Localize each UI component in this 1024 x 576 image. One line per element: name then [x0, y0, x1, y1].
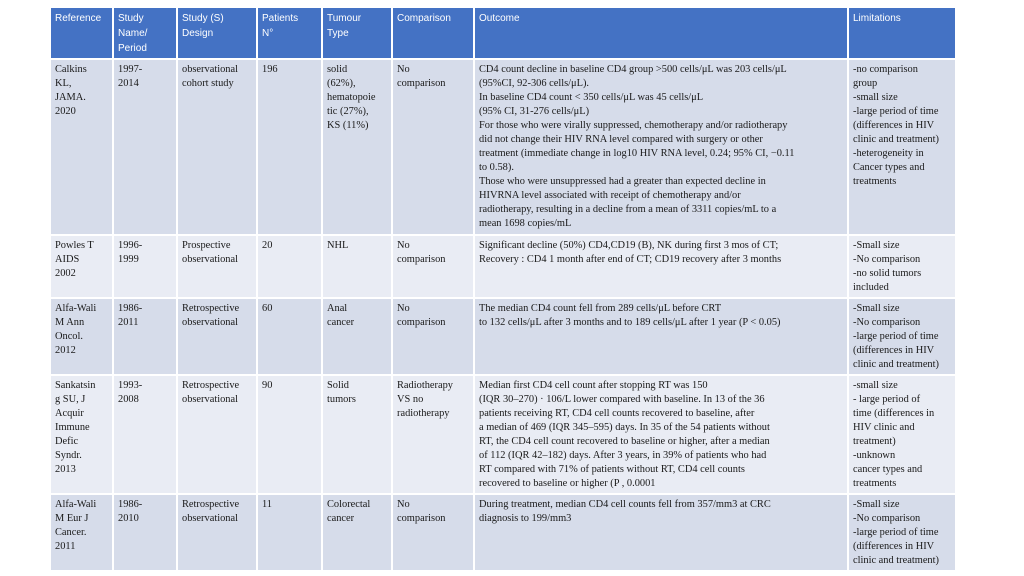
cell-reference: Alfa-Wali M Eur J Cancer. 2011	[51, 495, 112, 570]
cell-patients: 196	[258, 60, 321, 234]
header-row	[51, 8, 955, 58]
cell-patients: 60	[258, 299, 321, 374]
header-study-period: Study Name/ Period	[114, 8, 176, 58]
table-row	[51, 60, 955, 234]
cell-patients: 90	[258, 376, 321, 493]
cell-patients: 11	[258, 495, 321, 570]
studies-table	[49, 6, 957, 572]
cell-period: 1986- 2011	[114, 299, 176, 374]
cell-tumour: Solid tumors	[323, 376, 391, 493]
cell-reference: Sankatsin g SU, J Acquir Immune Defic Syndr. 2013	[51, 376, 112, 493]
cell-design: Retrospective observational	[178, 495, 256, 570]
header-study-design: Study (S) Design	[178, 8, 256, 58]
cell-period: 1997- 2014	[114, 60, 176, 234]
header-outcome: Outcome	[475, 8, 847, 58]
cell-limitations: -Small size -No comparison -large period of time (differences in HIV clinic and treatment)	[849, 299, 955, 374]
table-row	[51, 376, 955, 493]
cell-tumour: Colorectal cancer	[323, 495, 391, 570]
cell-design: observational cohort study	[178, 60, 256, 234]
cell-period: 1993- 2008	[114, 376, 176, 493]
header-comparison: Comparison	[393, 8, 473, 58]
cell-period: 1986- 2010	[114, 495, 176, 570]
cell-design: Prospective observational	[178, 236, 256, 297]
cell-reference: Powles T AIDS 2002	[51, 236, 112, 297]
cell-patients: 20	[258, 236, 321, 297]
cell-comparison: No comparison	[393, 299, 473, 374]
cell-limitations: -Small size -No comparison -large period of time (differences in HIV clinic and treatment)	[849, 495, 955, 570]
cell-outcome: The median CD4 count fell from 289 cells/μL before CRT to 132 cells/μL after 3 months and to 189 cells/μL after 1 year (P < 0.05)	[475, 299, 847, 374]
table-row	[51, 495, 955, 570]
cell-limitations: -Small size -No comparison -no solid tumors included	[849, 236, 955, 297]
cell-comparison: No comparison	[393, 236, 473, 297]
cell-outcome: During treatment, median CD4 cell counts fell from 357/mm3 at CRC diagnosis to 199/mm3	[475, 495, 847, 570]
studies-table-container	[49, 6, 943, 572]
cell-comparison: No comparison	[393, 495, 473, 570]
cell-tumour: Anal cancer	[323, 299, 391, 374]
cell-outcome: Median first CD4 cell count after stopping RT was 150 (IQR 30–270) · 106/L lower compared with baseline. In 13 of the 36 patients receiving RT, CD4 cell counts recovered to baseline, after a median of 469 (IQR 345–595) days. In 35 of the 54 patients without RT, the CD4 cell count recovered to baseline or higher, after a median of 112 (IQR 42–182) days. After 3 years, in 39% of patients who had RT compared with 71% of patients without RT, CD4 cell counts recovered to baseline or higher (P , 0.0001	[475, 376, 847, 493]
cell-tumour: NHL	[323, 236, 391, 297]
header-reference: Reference	[51, 8, 112, 58]
cell-reference: Alfa-Wali M Ann Oncol. 2012	[51, 299, 112, 374]
header-patients: Patients N°	[258, 8, 321, 58]
cell-reference: Calkins KL, JAMA. 2020	[51, 60, 112, 234]
cell-design: Retrospective observational	[178, 376, 256, 493]
cell-tumour: solid (62%), hematopoie tic (27%), KS (11%)	[323, 60, 391, 234]
cell-comparison: No comparison	[393, 60, 473, 234]
table-row	[51, 299, 955, 374]
table-row	[51, 236, 955, 297]
cell-design: Retrospective observational	[178, 299, 256, 374]
cell-period: 1996- 1999	[114, 236, 176, 297]
cell-limitations: -no comparison group -small size -large period of time (differences in HIV clinic and treatment) -heterogeneity in Cancer types and treatments	[849, 60, 955, 234]
cell-limitations: -small size - large period of time (differences in HIV clinic and treatment) -unknown cancer types and treatments	[849, 376, 955, 493]
header-tumour-type: Tumour Type	[323, 8, 391, 58]
cell-comparison: Radiotherapy VS no radiotherapy	[393, 376, 473, 493]
header-limitations: Limitations	[849, 8, 955, 58]
cell-outcome: CD4 count decline in baseline CD4 group >500 cells/μL was 203 cells/μL (95%CI, 92-306 cells/μL). In baseline CD4 count < 350 cells/μL was 45 cells/μL (95% CI, 31-276 cells/μL) For those who were virally suppressed, chemotherapy and/or radiotherapy did not change their HIV RNA level compared with surgery or other treatment (immediate change in log10 HIV RNA level, 0.24; 95% CI, −0.11 to 0.58). Those who were unsuppressed had a greater than expected decline in HIVRNA level associated with receipt of chemotherapy and/or radiotherapy, resulting in a decline from a mean of 3311 copies/mL to a mean 1698 copies/mL	[475, 60, 847, 234]
cell-outcome: Significant decline (50%) CD4,CD19 (B), NK during first 3 mos of CT; Recovery : CD4 1 month after end of CT; CD19 recovery after 3 months	[475, 236, 847, 297]
